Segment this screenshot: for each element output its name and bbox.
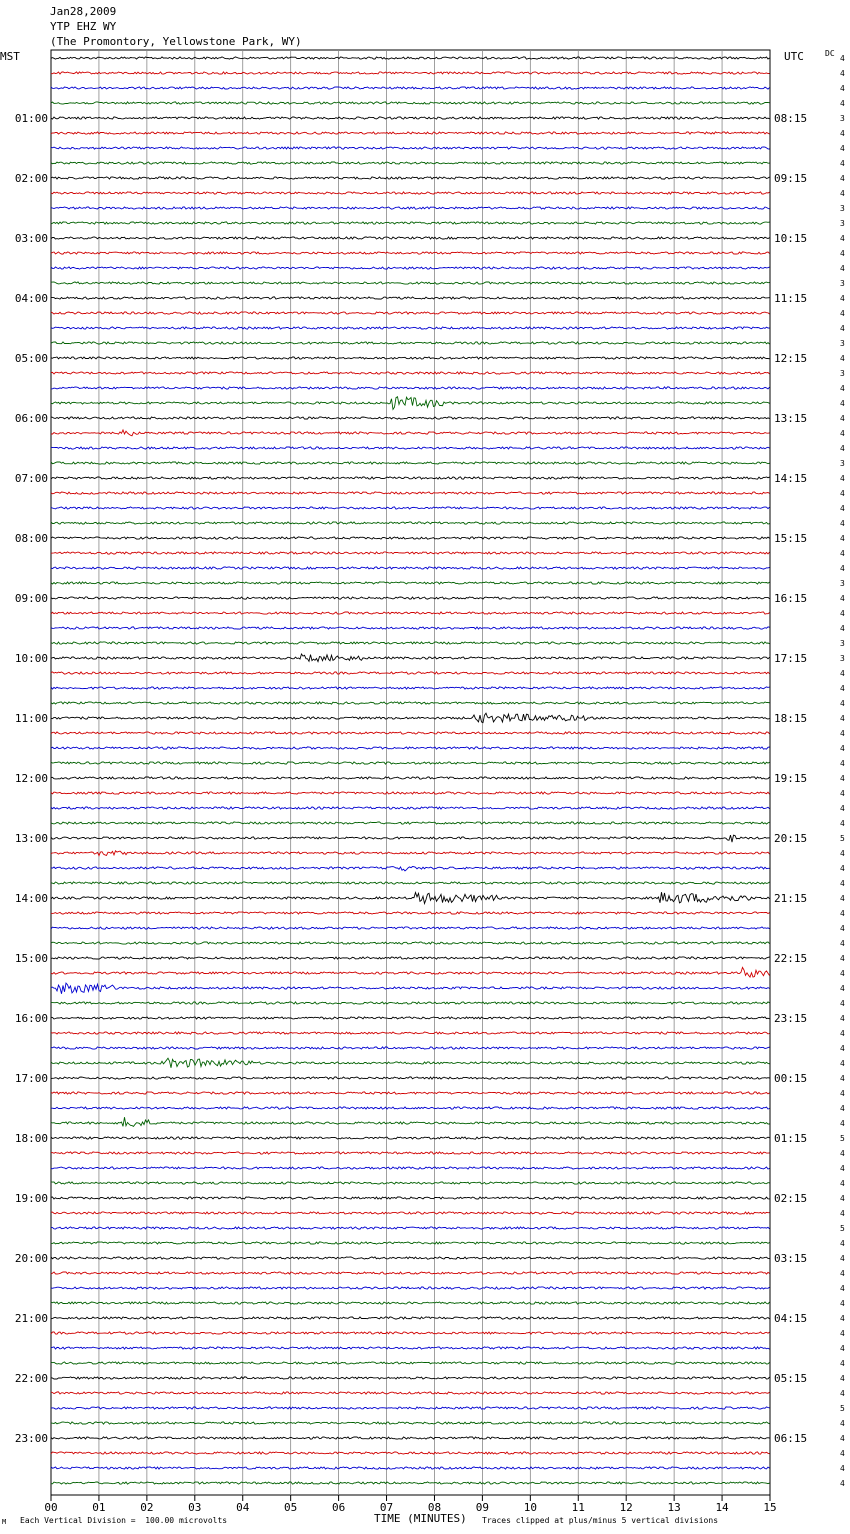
- right-hour-label: 11:15: [774, 292, 808, 305]
- trace-scale-value: 4: [840, 549, 845, 558]
- x-axis-label: TIME (MINUTES): [374, 1512, 467, 1525]
- x-tick-label: 06: [331, 1501, 346, 1514]
- trace-scale-value: 4: [840, 954, 845, 963]
- seismic-trace: [51, 1422, 770, 1424]
- seismic-trace: [51, 807, 770, 809]
- trace-scale-value: 4: [840, 1344, 845, 1353]
- seismic-trace: [51, 267, 770, 269]
- seismic-trace: [51, 117, 770, 119]
- seismic-trace: [51, 1197, 770, 1199]
- left-hour-label: 20:00: [14, 1252, 48, 1265]
- left-hour-label: 08:00: [14, 532, 48, 545]
- trace-scale-value: 3: [840, 579, 845, 588]
- trace-scale-value: 4: [840, 849, 845, 858]
- x-tick-label: 10: [523, 1501, 537, 1514]
- right-hour-label: 15:15: [774, 532, 808, 545]
- right-hour-label: 19:15: [774, 772, 808, 785]
- trace-scale-value: 4: [840, 714, 845, 723]
- trace-scale-value: 3: [840, 279, 845, 288]
- seismic-trace: [51, 627, 770, 629]
- seismic-trace: [51, 87, 770, 89]
- trace-scale-value: 4: [840, 174, 845, 183]
- trace-scale-value: 3: [840, 204, 845, 213]
- trace-scale-value: 4: [840, 1329, 845, 1338]
- right-hour-label: 12:15: [774, 352, 808, 365]
- trace-scale-value: 4: [840, 744, 845, 753]
- chart-date: Jan28,2009: [50, 5, 117, 18]
- trace-scale-value: 4: [840, 69, 845, 78]
- right-hour-label: 02:15: [774, 1192, 808, 1205]
- seismic-trace: [51, 654, 770, 662]
- trace-scale-value: 3: [840, 639, 845, 648]
- seismic-trace: [51, 687, 770, 689]
- seismic-trace: [51, 762, 770, 764]
- trace-scale-value: 4: [840, 294, 845, 303]
- trace-scale-value: 4: [840, 1269, 845, 1278]
- left-hour-label: 06:00: [14, 412, 48, 425]
- seismic-trace: [51, 851, 770, 856]
- seismic-trace: [51, 1272, 770, 1274]
- trace-scale-value: 4: [840, 1044, 845, 1053]
- seismic-trace: [51, 102, 770, 104]
- seismic-trace: [51, 1167, 770, 1169]
- x-tick-label: 08: [427, 1501, 442, 1514]
- left-hour-label: 22:00: [14, 1372, 48, 1385]
- right-hour-label: 18:15: [774, 712, 808, 725]
- seismic-trace: [51, 1212, 770, 1214]
- trace-scale-value: 4: [840, 879, 845, 888]
- left-hour-label: 05:00: [14, 352, 48, 365]
- x-tick-label: 12: [619, 1501, 633, 1514]
- x-tick-label: 13: [667, 1501, 681, 1514]
- trace-scale-value: 4: [840, 939, 845, 948]
- trace-scale-value: 4: [840, 894, 845, 903]
- right-hour-label: 13:15: [774, 412, 808, 425]
- trace-scale-value: 4: [840, 969, 845, 978]
- trace-scale-value: 3: [840, 654, 845, 663]
- right-hour-label: 22:15: [774, 952, 808, 965]
- x-tick-label: 02: [140, 1501, 154, 1514]
- x-tick-label: 14: [715, 1501, 729, 1514]
- trace-scale-value: 4: [840, 864, 845, 873]
- seismic-trace: [51, 132, 770, 134]
- seismic-trace: [51, 957, 770, 959]
- right-hour-label: 05:15: [774, 1372, 808, 1385]
- trace-scale-value: 4: [840, 414, 845, 423]
- trace-scale-value: 4: [840, 594, 845, 603]
- seismic-trace: [51, 777, 770, 779]
- left-hour-label: 11:00: [14, 712, 48, 725]
- right-hour-label: 04:15: [774, 1312, 808, 1325]
- seismic-trace: [51, 282, 770, 284]
- trace-scale-value: 4: [840, 1089, 845, 1098]
- right-hour-label: 20:15: [774, 832, 808, 845]
- trace-scale-value: 4: [840, 1179, 845, 1188]
- seismic-trace: [51, 417, 770, 419]
- right-hour-label: 09:15: [774, 172, 808, 185]
- left-hour-label: 17:00: [14, 1072, 48, 1085]
- trace-scale-value: 4: [840, 324, 845, 333]
- seismic-trace: [51, 1407, 770, 1409]
- seismic-trace: [51, 732, 770, 734]
- seismic-trace: [51, 430, 770, 436]
- trace-scale-value: 4: [840, 309, 845, 318]
- seismic-trace: [51, 1047, 770, 1049]
- trace-scale-value: 4: [840, 1419, 845, 1428]
- right-hour-label: 14:15: [774, 472, 808, 485]
- x-tick-label: 01: [92, 1501, 106, 1514]
- seismic-trace: [51, 1467, 770, 1469]
- seismic-trace: [51, 672, 770, 674]
- trace-scale-value: 4: [840, 1284, 845, 1293]
- trace-scale-value: 4: [840, 354, 845, 363]
- seismic-trace: [51, 72, 770, 74]
- trace-scale-value: 4: [840, 129, 845, 138]
- trace-scale-value: 4: [840, 444, 845, 453]
- seismic-trace: [51, 1452, 770, 1454]
- trace-scale-value: 4: [840, 1209, 845, 1218]
- seismic-trace: [51, 507, 770, 509]
- trace-scale-value: 4: [840, 1449, 845, 1458]
- seismic-trace: [51, 1317, 770, 1319]
- right-hour-label: 08:15: [774, 112, 808, 125]
- seismic-trace: [51, 252, 770, 254]
- seismic-trace: [51, 57, 770, 59]
- trace-scale-value: 3: [840, 339, 845, 348]
- seismic-trace: [51, 1287, 770, 1289]
- seismic-trace: [51, 237, 770, 239]
- trace-scale-value: 4: [840, 1149, 845, 1158]
- trace-scale-value: 4: [840, 1239, 845, 1248]
- seismic-trace: [51, 462, 770, 464]
- trace-scale-value: 4: [840, 99, 845, 108]
- trace-scale-value: 4: [840, 429, 845, 438]
- seismic-trace: [51, 567, 770, 569]
- trace-scale-value: 5: [840, 834, 845, 843]
- right-timezone-label: UTC: [784, 50, 804, 63]
- right-hour-label: 06:15: [774, 1432, 808, 1445]
- seismic-trace: [51, 1092, 770, 1094]
- trace-scale-value: 4: [840, 84, 845, 93]
- seismic-trace: [51, 1137, 770, 1139]
- trace-scale-value: 4: [840, 1164, 845, 1173]
- left-hour-label: 14:00: [14, 892, 48, 905]
- trace-scale-value: 4: [840, 534, 845, 543]
- x-tick-label: 03: [188, 1501, 202, 1514]
- trace-scale-value: 4: [840, 54, 845, 63]
- left-hour-label: 07:00: [14, 472, 48, 485]
- seismic-trace: [51, 447, 770, 449]
- station-code: YTP EHZ WY: [50, 20, 117, 33]
- seismic-trace: [51, 1107, 770, 1109]
- trace-scale-value: 4: [840, 1119, 845, 1128]
- trace-scale-value: 4: [840, 189, 845, 198]
- x-tick-label: 00: [44, 1501, 58, 1514]
- seismic-trace: [51, 882, 770, 884]
- seismic-trace: [51, 397, 770, 410]
- trace-scale-value: 4: [840, 759, 845, 768]
- seismic-trace: [51, 1257, 770, 1259]
- seismic-trace: [51, 582, 770, 584]
- seismic-trace: [51, 192, 770, 194]
- left-hour-label: 16:00: [14, 1012, 48, 1025]
- seismic-trace: [51, 1002, 770, 1004]
- seismic-trace: [51, 222, 770, 224]
- trace-scale-value: 5: [840, 1134, 845, 1143]
- scale-note: Each Vertical Division = 100.00 microvolts: [20, 1516, 228, 1525]
- left-hour-label: 12:00: [14, 772, 48, 785]
- seismic-trace: [51, 912, 770, 914]
- trace-scale-value: 3: [840, 219, 845, 228]
- trace-scale-value: 4: [840, 1104, 845, 1113]
- seismic-trace: [51, 297, 770, 299]
- seismic-trace: [51, 492, 770, 494]
- left-hour-label: 01:00: [14, 112, 48, 125]
- seismic-trace: [51, 967, 770, 977]
- seismic-trace: [51, 1032, 770, 1034]
- trace-scale-value: 4: [840, 669, 845, 678]
- trace-scale-value: 4: [840, 1464, 845, 1473]
- seismic-trace: [51, 342, 770, 344]
- footer-mark: M: [2, 1518, 7, 1526]
- left-hour-label: 03:00: [14, 232, 48, 245]
- right-hour-label: 01:15: [774, 1132, 808, 1145]
- seismic-trace: [51, 612, 770, 614]
- trace-scale-value: 4: [840, 909, 845, 918]
- seismic-trace: [51, 1347, 770, 1349]
- x-tick-label: 11: [571, 1501, 585, 1514]
- plot-frame: [51, 50, 770, 1495]
- right-hour-label: 00:15: [774, 1072, 808, 1085]
- seismic-trace: [51, 1362, 770, 1364]
- right-hour-label: 23:15: [774, 1012, 808, 1025]
- dc-label: DC: [825, 49, 835, 58]
- seismic-trace: [51, 1077, 770, 1079]
- trace-scale-value: 4: [840, 1194, 845, 1203]
- seismic-trace: [51, 162, 770, 164]
- seismic-trace: [51, 327, 770, 329]
- seismic-trace: [51, 177, 770, 179]
- seismic-trace: [51, 372, 770, 374]
- seismic-trace: [51, 1227, 770, 1229]
- trace-scale-value: 4: [840, 1434, 845, 1443]
- trace-scale-value: 4: [840, 729, 845, 738]
- trace-scale-value: 4: [840, 519, 845, 528]
- trace-scale-value: 4: [840, 1299, 845, 1308]
- seismic-trace: [51, 1377, 770, 1379]
- trace-scale-value: 4: [840, 264, 845, 273]
- trace-scale-value: 4: [840, 399, 845, 408]
- trace-scale-value: 4: [840, 489, 845, 498]
- trace-scale-value: 4: [840, 1059, 845, 1068]
- x-tick-label: 04: [236, 1501, 250, 1514]
- seismic-trace: [51, 702, 770, 704]
- trace-scale-value: 4: [840, 1029, 845, 1038]
- trace-scale-value: 4: [840, 144, 845, 153]
- trace-scale-value: 4: [840, 249, 845, 258]
- seismic-trace: [51, 357, 770, 359]
- seismic-trace: [51, 1392, 770, 1394]
- trace-scale-value: 3: [840, 459, 845, 468]
- x-tick-label: 09: [475, 1501, 490, 1514]
- seismic-trace: [51, 942, 770, 944]
- left-hour-label: 19:00: [14, 1192, 48, 1205]
- seismic-trace: [51, 597, 770, 599]
- trace-scale-value: 4: [840, 609, 845, 618]
- seismic-trace: [51, 1332, 770, 1334]
- left-hour-label: 21:00: [14, 1312, 48, 1325]
- seismic-trace: [51, 642, 770, 644]
- trace-scale-value: 4: [840, 1314, 845, 1323]
- seismic-trace: [51, 1152, 770, 1154]
- seismic-trace: [51, 537, 770, 539]
- trace-scale-value: 4: [840, 819, 845, 828]
- seismic-trace: [51, 1117, 770, 1126]
- trace-scale-value: 4: [840, 789, 845, 798]
- seismic-trace: [51, 1017, 770, 1019]
- seismic-trace: [51, 1482, 770, 1484]
- trace-scale-value: 4: [840, 1479, 845, 1488]
- seismic-trace: [51, 387, 770, 389]
- clip-note: Traces clipped at plus/minus 5 vertical divisions: [482, 1516, 719, 1525]
- trace-scale-value: 5: [840, 1404, 845, 1413]
- seismic-trace: [51, 927, 770, 929]
- trace-scale-value: 3: [840, 114, 845, 123]
- trace-scale-value: 3: [840, 369, 845, 378]
- seismic-trace: [51, 835, 770, 842]
- seismic-trace: [51, 792, 770, 794]
- left-hour-label: 04:00: [14, 292, 48, 305]
- seismic-trace: [51, 747, 770, 749]
- right-hour-label: 21:15: [774, 892, 808, 905]
- trace-scale-value: 4: [840, 684, 845, 693]
- right-hour-label: 16:15: [774, 592, 808, 605]
- trace-scale-value: 4: [840, 924, 845, 933]
- seismic-trace: [51, 1437, 770, 1439]
- trace-scale-value: 4: [840, 1374, 845, 1383]
- trace-scale-value: 4: [840, 234, 845, 243]
- trace-scale-value: 4: [840, 1389, 845, 1398]
- seismic-trace: [51, 312, 770, 314]
- trace-scale-value: 4: [840, 1254, 845, 1263]
- trace-scale-value: 4: [840, 1014, 845, 1023]
- trace-scale-value: 4: [840, 804, 845, 813]
- trace-scale-value: 5: [840, 1224, 845, 1233]
- left-hour-label: 15:00: [14, 952, 48, 965]
- trace-scale-value: 4: [840, 504, 845, 513]
- trace-scale-value: 4: [840, 1074, 845, 1083]
- seismic-trace: [51, 1302, 770, 1304]
- left-hour-label: 10:00: [14, 652, 48, 665]
- seismic-trace: [51, 822, 770, 824]
- trace-scale-value: 4: [840, 624, 845, 633]
- seismic-trace: [51, 867, 770, 871]
- trace-scale-value: 4: [840, 774, 845, 783]
- seismic-trace: [51, 552, 770, 554]
- left-hour-label: 09:00: [14, 592, 48, 605]
- seismic-trace: [51, 147, 770, 149]
- trace-scale-value: 4: [840, 159, 845, 168]
- trace-scale-value: 4: [840, 984, 845, 993]
- trace-scale-value: 4: [840, 699, 845, 708]
- seismic-trace: [51, 207, 770, 209]
- trace-scale-value: 4: [840, 384, 845, 393]
- seismic-trace: [51, 522, 770, 524]
- seismic-trace: [51, 983, 770, 994]
- left-hour-label: 02:00: [14, 172, 48, 185]
- left-hour-label: 23:00: [14, 1432, 48, 1445]
- x-tick-label: 05: [284, 1501, 298, 1514]
- x-tick-label: 07: [379, 1501, 394, 1514]
- trace-scale-value: 4: [840, 999, 845, 1008]
- right-hour-label: 17:15: [774, 652, 808, 665]
- right-hour-label: 10:15: [774, 232, 808, 245]
- seismic-trace: [51, 477, 770, 479]
- trace-scale-value: 4: [840, 474, 845, 483]
- seismic-trace: [51, 1182, 770, 1184]
- trace-scale-value: 4: [840, 1359, 845, 1368]
- right-hour-label: 03:15: [774, 1252, 808, 1265]
- seismic-trace: [51, 892, 770, 903]
- left-hour-label: 18:00: [14, 1132, 48, 1145]
- x-tick-label: 15: [763, 1501, 777, 1514]
- seismic-trace: [51, 1242, 770, 1244]
- left-timezone-label: MST: [0, 50, 20, 63]
- trace-scale-value: 4: [840, 564, 845, 573]
- seismic-trace: [51, 713, 770, 722]
- station-location: (The Promontory, Yellowstone Park, WY): [50, 35, 302, 48]
- seismic-trace: [51, 1058, 770, 1068]
- left-hour-label: 13:00: [14, 832, 48, 845]
